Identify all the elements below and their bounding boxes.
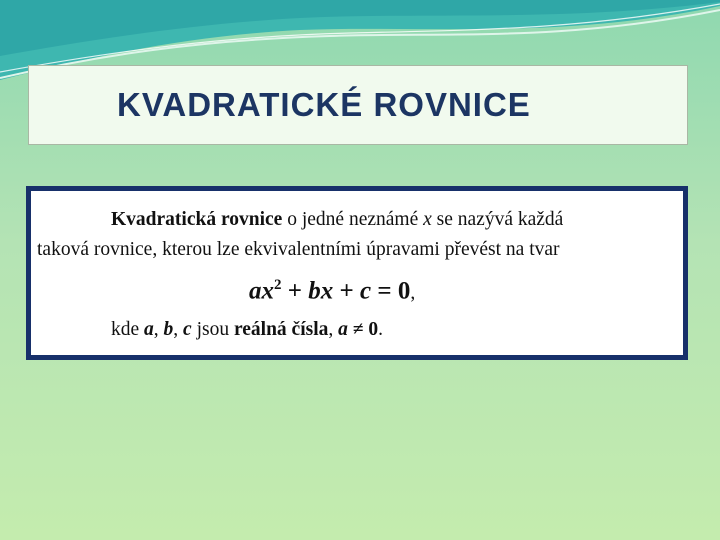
separator: , <box>173 319 184 340</box>
coef-a-condition: a <box>338 319 348 340</box>
eq-exponent: 2 <box>274 277 282 293</box>
definition-box <box>26 186 688 360</box>
coef-c: c <box>183 319 192 340</box>
condition-zero: 0 <box>368 319 379 340</box>
not-equal-sign: ≠ <box>347 319 369 340</box>
eq-plus: + <box>333 277 360 305</box>
eq-comma: , <box>410 282 416 304</box>
coef-b: b <box>163 319 174 340</box>
eq-zero: 0 <box>397 277 411 305</box>
eq-term-bx: bx <box>308 277 334 305</box>
definition-line-1 <box>111 209 563 231</box>
definition-line-4 <box>111 319 383 341</box>
quadratic-equation <box>249 277 415 305</box>
variable-x: x <box>423 209 432 230</box>
definition-line-2: taková rovnice, kterou lze ekvivalentními úpravami převést na tvar <box>37 239 560 260</box>
eq-term-ax: ax <box>249 277 274 305</box>
eq-plus: + <box>281 277 309 305</box>
period: . <box>378 319 383 340</box>
condition-text: kde <box>111 319 145 340</box>
eq-equals: = <box>371 277 398 305</box>
separator: , <box>328 319 339 340</box>
eq-term-c: c <box>360 277 372 305</box>
definition-text: o jedné neznámé <box>282 209 424 230</box>
separator: , <box>153 319 164 340</box>
title-box <box>28 65 688 145</box>
coef-a: a <box>144 319 154 340</box>
real-numbers: reálná čísla <box>233 319 329 340</box>
condition-text: jsou <box>191 319 234 340</box>
definition-term: Kvadratická rovnice <box>111 209 283 230</box>
definition-text: se nazývá každá <box>431 209 564 230</box>
page-title: KVADRATICKÉ ROVNICE <box>117 86 531 123</box>
